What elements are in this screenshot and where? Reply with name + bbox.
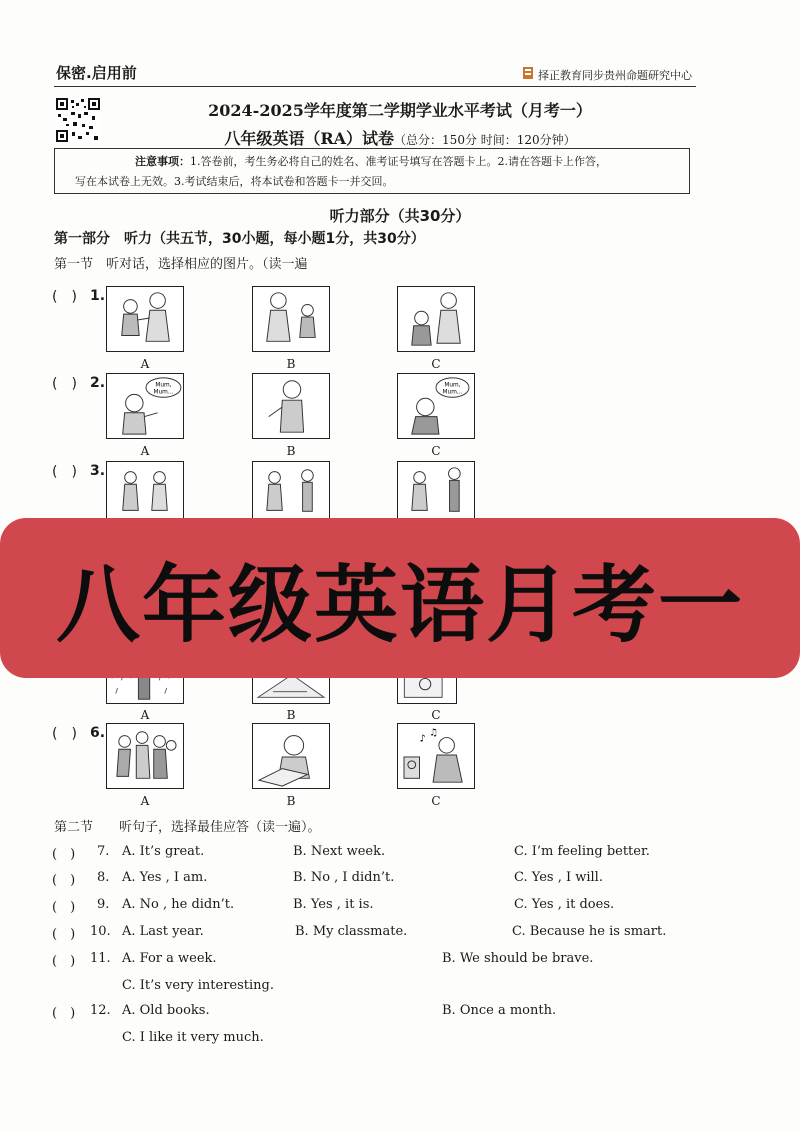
q3-picture-c[interactable] (397, 461, 475, 521)
question-number-1: 1. (90, 288, 106, 304)
answer-blank-3[interactable]: ( ) (52, 464, 77, 480)
q1-picture-b[interactable] (252, 286, 330, 352)
exam-title: 2024-2025学年度第二学期学业水平考试（月考一） (208, 101, 592, 120)
question-number-6: 6. (90, 725, 106, 741)
answer-blank-6[interactable]: ( ) (52, 726, 77, 742)
q1-label-a: A (140, 357, 150, 371)
q11-option-a[interactable]: A. For a week. (122, 951, 217, 966)
q10-option-a[interactable]: A. Last year. (122, 924, 204, 939)
q11-option-c[interactable]: C. It’s very interesting. (122, 978, 275, 993)
q3-picture-a[interactable] (106, 461, 184, 521)
q6-picture-a[interactable] (106, 723, 184, 789)
question-number-2: 2. (90, 375, 106, 391)
q6-picture-c[interactable] (397, 723, 475, 789)
q6-label-b: B (286, 794, 296, 808)
q7-option-c[interactable]: C. I’m feeling better. (514, 844, 650, 859)
svg-text:♫: ♫ (429, 727, 438, 739)
listening-sub2-title: 第二节 听句子，选择最佳应答（读一遍）。 (54, 820, 321, 835)
answer-blank-1[interactable]: ( ) (52, 289, 77, 305)
q2-label-a: A (140, 444, 150, 458)
q5-label-b: B (286, 708, 296, 722)
q12-option-a[interactable]: A. Old books. (122, 1003, 210, 1018)
listening-part-title: 第一部分 听力（共五节，30小题，每小题1分，共30分） (54, 231, 425, 247)
answer-blank-12[interactable]: ( ) (52, 1006, 76, 1021)
question-number-3: 3. (90, 463, 106, 479)
q6-label-c: C (431, 794, 441, 808)
q6-picture-b[interactable] (252, 723, 330, 789)
exam-subject: 八年级英语（RA）试卷 (224, 129, 395, 148)
q5-label-c: C (431, 708, 441, 722)
q1-picture-c[interactable] (397, 286, 475, 352)
header-divider (54, 86, 696, 87)
question-number-8: 8. (97, 870, 110, 885)
q7-option-b[interactable]: B. Next week. (293, 844, 386, 859)
exam-score-info: （总分：150分 时间：120分钟） (394, 133, 576, 147)
publisher-header (522, 66, 692, 83)
publisher-logo-icon (522, 66, 534, 83)
answer-blank-10[interactable]: ( ) (52, 927, 76, 942)
q1-picture-a[interactable] (106, 286, 184, 352)
publisher-name: 择正教育同步贵州命题研究中心 (538, 68, 692, 82)
q3-picture-b[interactable] (252, 461, 330, 521)
notice-box (54, 148, 690, 194)
question-number-7: 7. (97, 844, 110, 859)
q8-option-a[interactable]: A. Yes , I am. (122, 870, 208, 885)
q1-label-b: B (286, 357, 296, 371)
notice-line-1: 1.答卷前，考生务必将自己的姓名、准考证号填写在答题卡上。2.请在答题卡上作答， (190, 155, 607, 168)
answer-blank-8[interactable]: ( ) (52, 873, 76, 888)
answer-blank-2[interactable]: ( ) (52, 376, 77, 392)
svg-text:Mum,: Mum, (444, 382, 461, 389)
q9-option-a[interactable]: A. No , he didn’t. (122, 897, 235, 912)
q2-label-c: C (431, 444, 441, 458)
q9-option-c[interactable]: C. Yes , it does. (514, 897, 615, 912)
notice-line-2: 写在本试卷上无效。3.考试结束后，将本试卷和答题卡一并交回。 (75, 175, 394, 188)
question-number-10: 10. (90, 924, 111, 939)
q12-option-b[interactable]: B. Once a month. (442, 1003, 557, 1018)
question-number-9: 9. (97, 897, 110, 912)
q2-picture-b[interactable] (252, 373, 330, 439)
q9-option-b[interactable]: B. Yes , it is. (293, 897, 374, 912)
notice-label: 注意事项： (135, 155, 190, 168)
answer-blank-7[interactable]: ( ) (52, 847, 76, 862)
listening-sub1-title: 第一节 听对话，选择相应的图片。（读一遍 (54, 257, 308, 272)
q6-label-a: A (140, 794, 150, 808)
question-number-11: 11. (90, 951, 111, 966)
question-number-12: 12. (90, 1003, 111, 1018)
answer-blank-9[interactable]: ( ) (52, 900, 76, 915)
q12-option-c[interactable]: C. I like it very much. (122, 1030, 264, 1045)
banner-title: 八年级英语月考一 (55, 555, 744, 654)
listening-section-title: 听力部分（共30分） (329, 207, 471, 225)
confidential-label: 保密.启用前 (56, 64, 137, 82)
svg-text:Mum...: Mum... (153, 389, 174, 396)
q8-option-c[interactable]: C. Yes , I will. (514, 870, 603, 885)
q5-label-a: A (140, 708, 150, 722)
q11-option-b[interactable]: B. We should be brave. (442, 951, 594, 966)
q7-option-a[interactable]: A. It’s great. (122, 844, 205, 859)
svg-text:Mum...: Mum... (442, 389, 463, 396)
answer-blank-11[interactable]: ( ) (52, 954, 76, 969)
q1-label-c: C (431, 357, 441, 371)
q10-option-c[interactable]: C. Because he is smart. (512, 924, 667, 939)
exam-subtitle (0, 126, 800, 149)
q2-label-b: B (286, 444, 296, 458)
q10-option-b[interactable]: B. My classmate. (295, 924, 408, 939)
q2-picture-c[interactable] (397, 373, 475, 439)
svg-text:Mum,: Mum, (155, 382, 172, 389)
q8-option-b[interactable]: B. No , I didn’t. (293, 870, 395, 885)
svg-text:♪: ♪ (419, 733, 426, 745)
q2-picture-a[interactable] (106, 373, 184, 439)
